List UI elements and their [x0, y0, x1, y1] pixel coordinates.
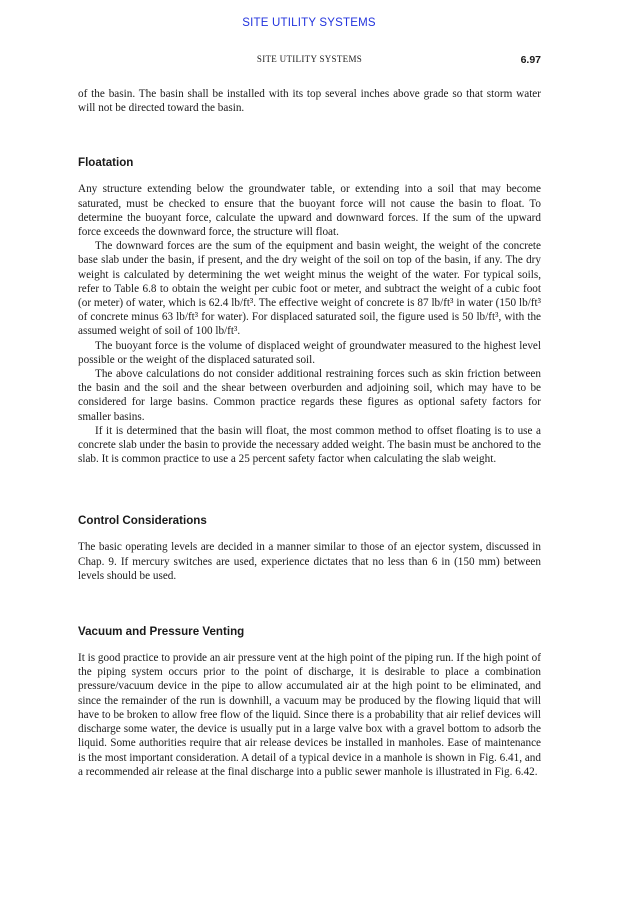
heading-floatation: Floatation [78, 156, 134, 170]
intro-paragraph: of the basin. The basin shall be installed with its top several inches above grade so that storm water will not be directed toward the basin. [78, 88, 541, 115]
section-title-link[interactable]: SITE UTILITY SYSTEMS [242, 17, 376, 29]
page-body [78, 87, 541, 779]
floatation-paragraph-3: The buoyant force is the volume of displaced weight of groundwater measured to the highest level possible or the weight of the displaced saturated soil. [78, 339, 541, 366]
running-head [78, 54, 541, 68]
floatation-paragraph-4: The above calculations do not consider additional restraining forces such as skin friction between the basin and the soil and the shear between overburden and adjoining soil, which may have to be considered for large basins. Common practice regards these figures as optional safety factors for smaller basins. [78, 368, 541, 423]
heading-control-considerations: Control Considerations [78, 514, 207, 528]
page-number: 6.97 [520, 54, 541, 66]
floatation-paragraph-1: Any structure extending below the groundwater table, or extending into a soil that may become saturated, must be checked to ensure that the buoyant force will not cause the basin to float. To determine the buoyant force, calculate the upward and downward forces. If the sum of the upward force exceeds the downward force, the structure will float. [78, 183, 541, 239]
control-paragraph-1: The basic operating levels are decided in a manner similar to those of an ejector system, discussed in Chap. 9. If mercury switches are used, experience dictates that no less than 6 in (150 mm) between levels should be used. [78, 541, 541, 582]
floatation-paragraph-5: If it is determined that the basin will float, the most common method to offset floating is to use a concrete slab under the basin to provide the necessary added weight. The basin must be anchored to the slab. It is common practice to use a 25 percent safety factor when calculating the slab weight. [78, 424, 541, 466]
heading-vacuum-pressure-venting: Vacuum and Pressure Venting [78, 625, 245, 639]
running-head-title: SITE UTILITY SYSTEMS [256, 54, 363, 64]
floatation-paragraph-2: The downward forces are the sum of the equipment and basin weight, the weight of the concrete base slab under the basin, if present, and the dry weight of the soil on top of the basin, if any. The dry weight is calculated by determining the wet weight minus the weight of the water. For typical soils, refer to Table 6.8 to obtain the weight per cubic foot or meter, and subtract the weight of a cubic foot (or meter) of water, which is 62.4 lb/ft³. The effective weight of concrete is 87 lb/ft³ in water (150 lb/ft³ of concrete minus 63 lb/ft³ for water). For displaced saturated soil, the figure used is 50 lb/ft³, with the assumed weight of soil of 100 lb/ft³. [78, 240, 541, 338]
vacuum-paragraph-1: It is good practice to provide an air pressure vent at the high point of the piping run. If the high point of the piping system occurs prior to the point of discharge, it is desirable to place a combination pressure/vacuum device in the pipe to allow accumulated air at the high point to be eliminated, and since the remainder of the run is downhill, a vacuum may be produced by the flowing liquid that will have to be broken to allow free flow of the liquid. Since there is a probability that air relief devices will discharge some water, the device is usually put in a large valve box with a gravel bottom to adsorb the liquid. Some authorities require that air release devices be installed in manholes. Ease of maintenance is the most important consideration. A detail of a typical device in a manhole is shown in Fig. 6.41, and a recommended air release at the final discharge into a public sewer manhole is illustrated in Fig. 6.42. [78, 652, 541, 778]
